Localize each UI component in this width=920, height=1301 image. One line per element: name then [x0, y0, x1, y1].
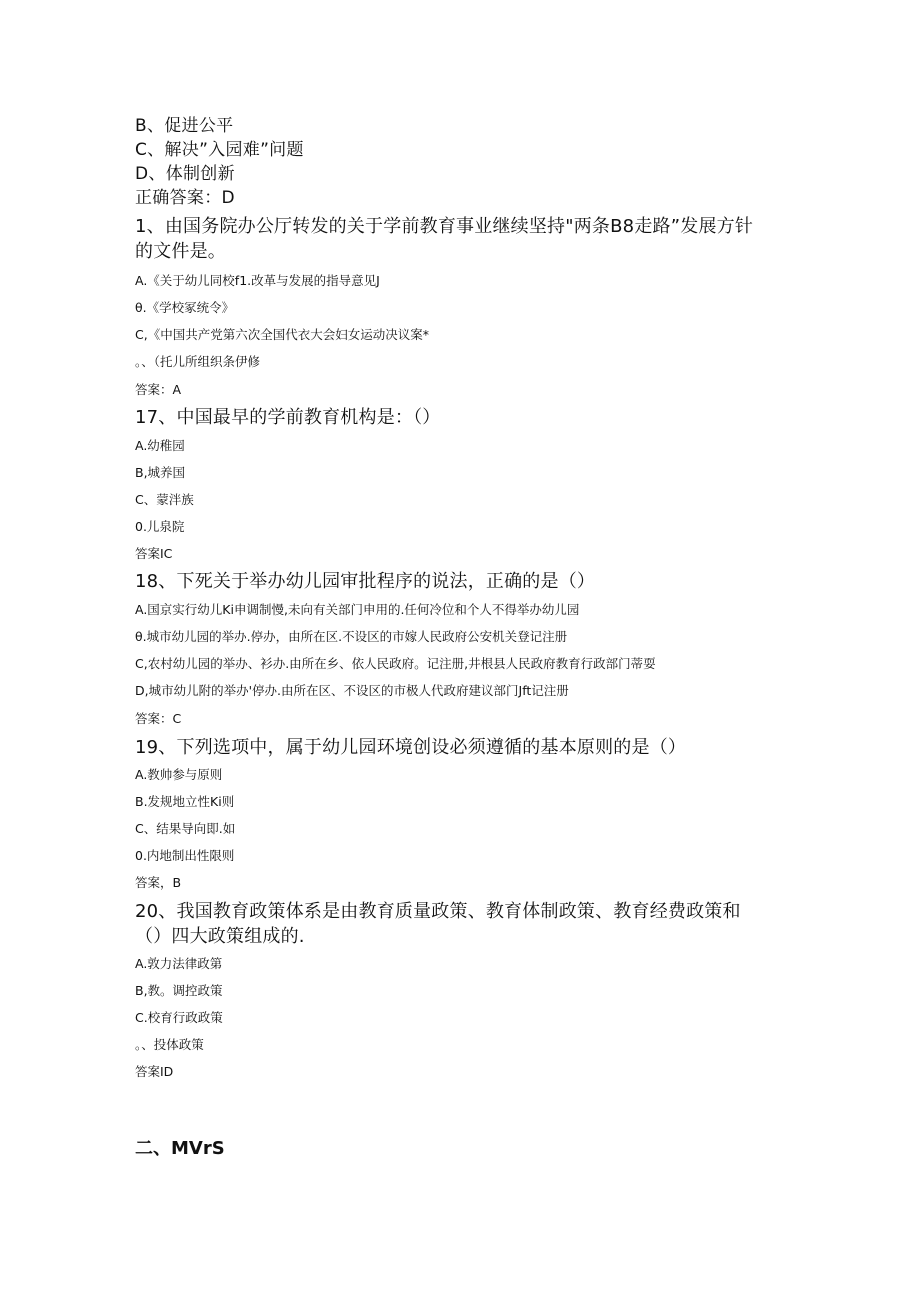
q19-option-b: B.发规地立性Ki则	[135, 794, 235, 809]
q18-option-a: A.国京实行幼儿Ki申调制慢,未向有关部门申用的.任何冷位和个人不得举办幼儿园	[135, 602, 580, 617]
intro-option-b: B、促进公平	[135, 116, 234, 136]
q18-option-b: θ.城市幼儿园的举办.停办，由所在区.不设区的市嫁人民政府公安机关登记注册	[135, 629, 568, 644]
q17-title: 17、中国最早的学前教育机构是：（）	[135, 407, 441, 428]
q19-option-d: 0.内地制出性限则	[135, 848, 235, 863]
q1-option-c: C,《中国共产党第六次全国代衣大会妇女运动决议案*	[135, 327, 429, 342]
q19-option-a: A.教帅参与原则	[135, 767, 223, 782]
q18-title: 18、下死关于举办幼儿园审批程序的说法，正确的是（）	[135, 571, 596, 592]
q17-option-b: B,城养国	[135, 465, 186, 480]
section-heading: 二、MVrS	[135, 1138, 225, 1159]
q20-option-b: B,教。调控政策	[135, 983, 223, 998]
q1-option-b: θ.《学校冢统令》	[135, 300, 235, 315]
q19-option-c: C、结果导向即.如	[135, 821, 236, 836]
q1-option-a: A.《关于幼儿同校f1.改革与发展的指导意见J	[135, 273, 380, 288]
q1-title-line2: 的文件是。	[135, 241, 226, 262]
q17-option-a: A.幼稚园	[135, 438, 185, 453]
q1-title-line1: 1、由国务院办公厅转发的关于学前教育事业继续坚持"两条B8走路”发展方针	[135, 216, 754, 237]
q1-option-d: 。、（托儿所组织条伊修	[135, 354, 261, 369]
intro-option-c: C、解决”入园难”问题	[135, 140, 304, 160]
q20-title-line2: （）四大政策组成的.	[135, 926, 305, 947]
q20-answer: 答案ID	[135, 1064, 174, 1079]
q20-option-a: A.敦力法律政第	[135, 956, 223, 971]
q18-option-d: D,城市幼儿附的举办'停办.由所在区、不设区的市极人代政府建议部门Jft记注册	[135, 683, 569, 698]
q18-option-c: C,农村幼儿园的举办、衫办.由所在乡、依人民政府。记注册,井根县人民政府教育行政部门蒂耍	[135, 656, 656, 671]
q1-answer: 答案：A	[135, 382, 182, 397]
intro-option-d: D、体制创新	[135, 164, 235, 184]
q19-answer: 答案，B	[135, 875, 182, 890]
q17-option-c: C、蒙泮族	[135, 492, 194, 507]
q19-title: 19、下列选项中，属于幼儿园环境创设必须遵循的基本原则的是（）	[135, 737, 687, 758]
q18-answer: 答案：C	[135, 711, 182, 726]
q17-answer: 答案IC	[135, 546, 173, 561]
q20-option-d: 。、投体政策	[135, 1037, 204, 1052]
q17-option-d: 0.儿泉院	[135, 519, 185, 534]
q20-option-c: C.校育行政政策	[135, 1010, 223, 1025]
intro-answer: 正确答案：D	[135, 188, 235, 208]
q20-title-line1: 20、我国教育政策体系是由教育质量政策、教育体制政策、教育经费政策和	[135, 901, 741, 922]
